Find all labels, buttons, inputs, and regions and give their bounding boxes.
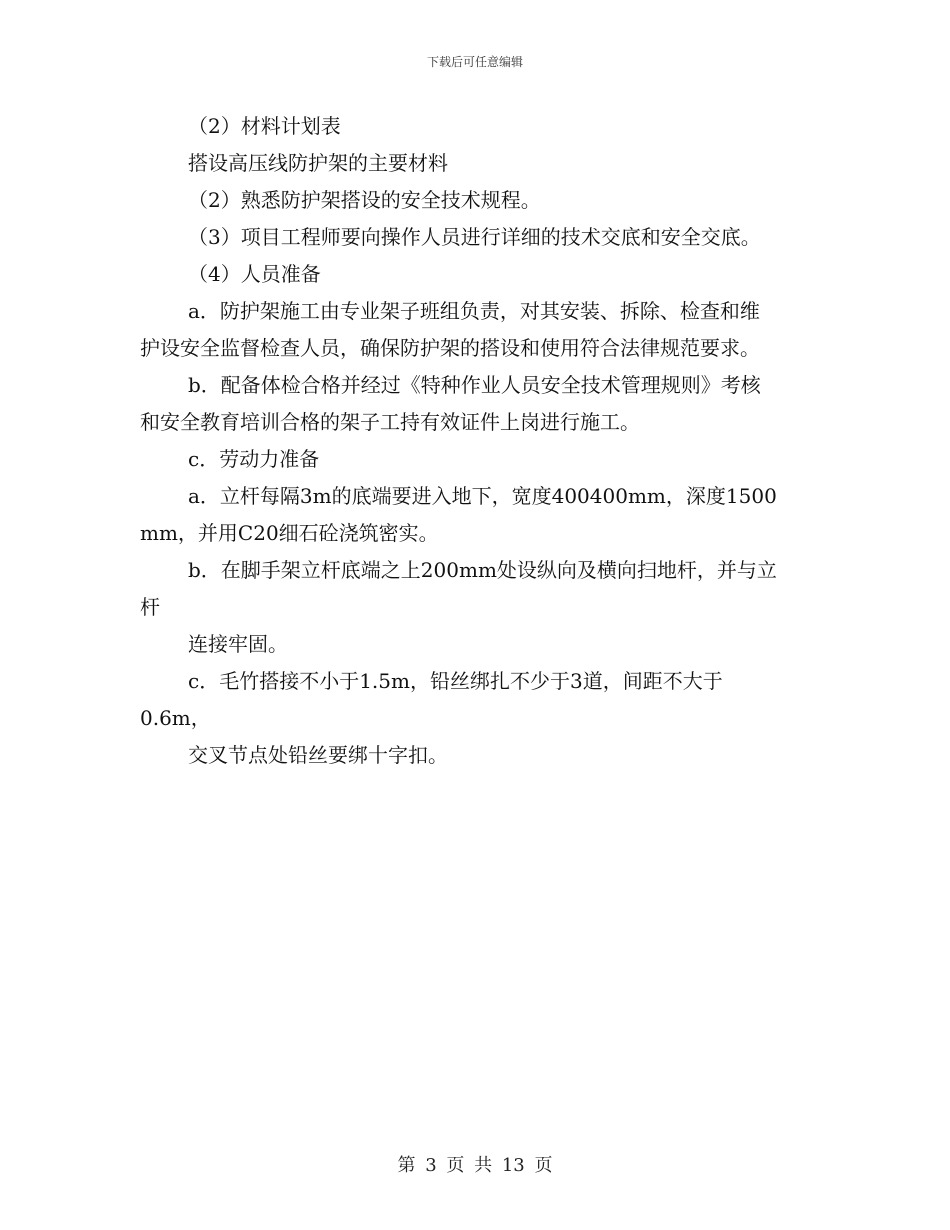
text-line-10: c．劳动力准备 bbox=[188, 447, 320, 471]
text-line-17: 0.6m， bbox=[140, 706, 211, 730]
text-line-7: 护设安全监督检查人员，确保防护架的搭设和使用符合法律规范要求。 bbox=[140, 336, 760, 360]
text-line-1: （2）材料计划表 bbox=[188, 114, 341, 138]
text-line-8: b．配备体检合格并经过《特种作业人员安全技术管理规则》考核 bbox=[188, 373, 761, 397]
text-line-16: c．毛竹搭接不小于1.5m，铅丝绑扎不少于3道，间距不大于 bbox=[188, 669, 723, 693]
text-line-13: b．在脚手架立杆底端之上200mm处设纵向及横向扫地杆，并与立 bbox=[188, 558, 777, 582]
text-line-15: 连接牢固。 bbox=[188, 632, 288, 656]
text-line-9: 和安全教育培训合格的架子工持有效证件上岗进行施工。 bbox=[140, 410, 640, 434]
text-line-18: 交叉节点处铅丝要绑十字扣。 bbox=[188, 743, 448, 767]
page-footer: 第 3 页 共 13 页 bbox=[397, 1155, 553, 1176]
text-line-11: a．立杆每隔3m的底端要进入地下，宽度400400mm，深度1500 bbox=[188, 484, 777, 508]
page-header: 下载后可任意编辑 bbox=[426, 55, 523, 69]
text-line-14: 杆 bbox=[140, 595, 160, 619]
text-line-3: （2）熟悉防护架搭设的安全技术规程。 bbox=[188, 188, 541, 212]
text-line-6: a．防护架施工由专业架子班组负责，对其安装、拆除、检查和维 bbox=[188, 299, 760, 323]
text-line-5: （4）人员准备 bbox=[188, 262, 321, 286]
text-line-12: mm，并用C20细石砼浇筑密实。 bbox=[140, 521, 439, 545]
text-line-4: （3）项目工程师要向操作人员进行详细的技术交底和安全交底。 bbox=[188, 225, 761, 249]
text-line-2: 搭设高压线防护架的主要材料 bbox=[188, 151, 448, 175]
